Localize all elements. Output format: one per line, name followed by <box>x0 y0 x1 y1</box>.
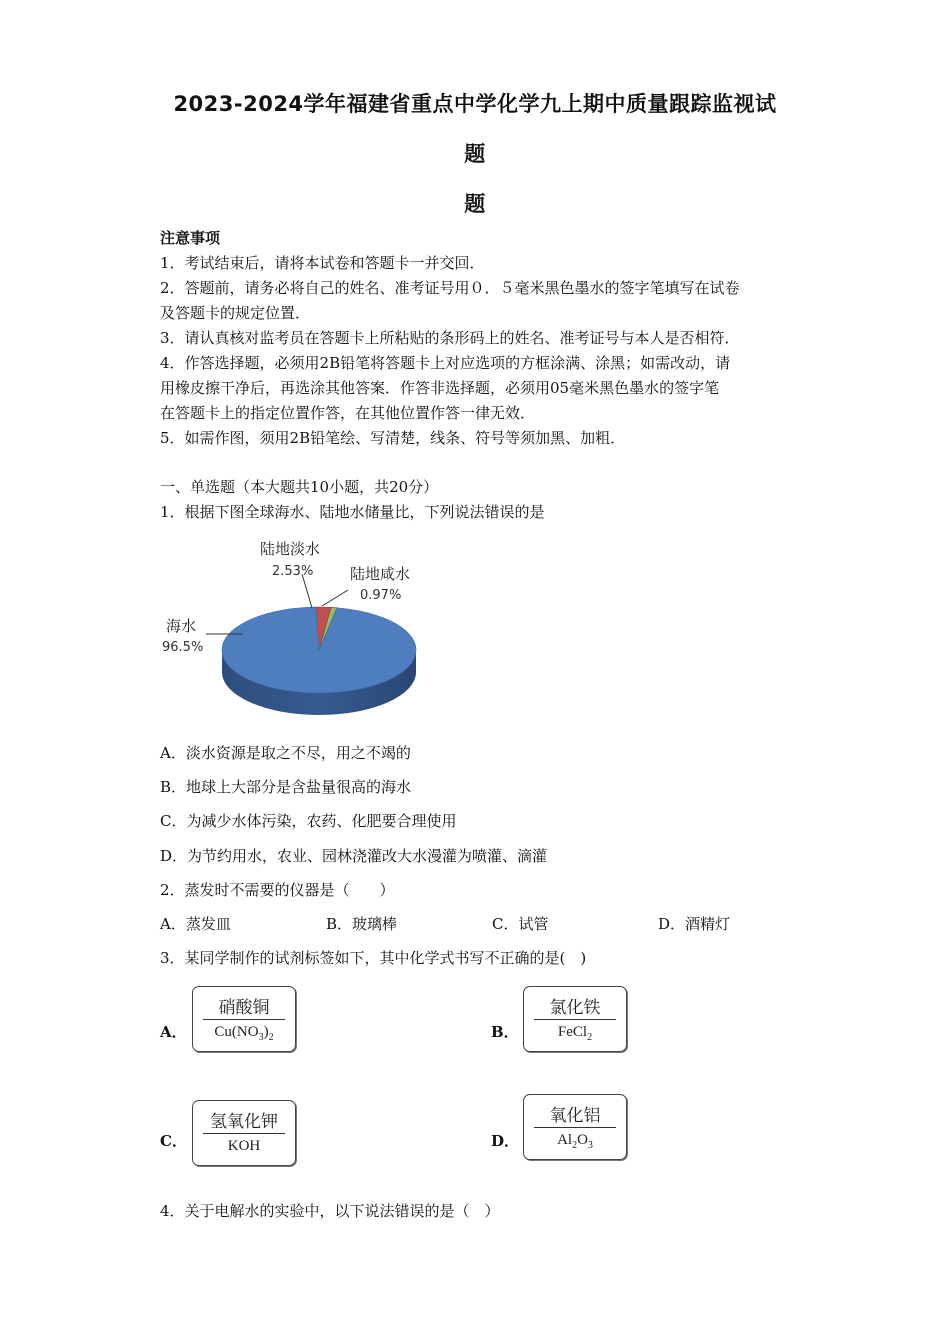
document-title: 2023-2024学年福建省重点中学化学九上期中质量跟踪监视试 <box>173 92 777 116</box>
reagent-name: 氧化铝 <box>549 1106 601 1126</box>
section-heading: 一、单选题（本大题共10小题，共20分） <box>160 478 439 496</box>
q3-option-b-letter: B． <box>491 1023 519 1041</box>
question-4-stem: 4．关于电解水的实验中，以下说法错误的是（ ） <box>160 1202 500 1220</box>
q1-option-a: A．淡水资源是取之不尽，用之不竭的 <box>160 744 411 762</box>
water-pie-chart <box>150 530 450 730</box>
notice-heading: 注意事项 <box>160 229 221 247</box>
reagent-name: 氢氧化钾 <box>210 1112 278 1132</box>
q3-option-d-letter: D． <box>491 1132 520 1150</box>
reagent-label-a <box>192 986 296 1052</box>
leader-line-salt <box>322 590 348 606</box>
pie-label-salt: 陆地咸水 <box>350 565 411 583</box>
notice-item: 4．作答选择题，必须用2B铅笔将答题卡上对应选项的方框涂满、涂黑；如需改动，请 <box>160 354 731 372</box>
q2-option-c: C．试管 <box>492 915 549 933</box>
reagent-label-c <box>192 1100 296 1166</box>
q2-option-d: D．酒精灯 <box>658 915 731 933</box>
label-divider <box>534 1127 616 1128</box>
pie-label-seawater: 海水 <box>166 617 197 635</box>
notice-item: 5．如需作图，须用2B铅笔绘、写清楚，线条、符号等须加黑、加粗． <box>160 429 626 447</box>
reagent-formula: $Cu(NO_3)_2$ <box>214 1024 274 1043</box>
pie-label-fresh: 陆地淡水 <box>260 540 321 558</box>
q3-option-a-letter: A． <box>160 1023 187 1041</box>
question-2-stem: 2．蒸发时不需要的仪器是（ ） <box>160 881 395 899</box>
q1-option-b: B．地球上大部分是含盐量很高的海水 <box>160 778 412 796</box>
question-3-stem: 3．某同学制作的试剂标签如下，其中化学式书写不正确的是( ) <box>160 949 587 967</box>
document-title-continued: 题 <box>464 142 486 166</box>
notice-item: 3．请认真核对监考员在答题卡上所粘贴的条形码上的姓名、准考证号与本人是否相符． <box>160 329 740 347</box>
reagent-formula: FeCl$_2$ <box>557 1024 593 1043</box>
reagent-formula: KOH <box>227 1138 261 1154</box>
pie-value-fresh: 2.53% <box>272 564 314 579</box>
reagent-name: 氯化铁 <box>549 998 601 1018</box>
notice-item: 用橡皮擦干净后，再选涂其他答案．作答非选择题，必须用05毫米黑色墨水的签字笔 <box>160 379 720 397</box>
q3-option-c-letter: C． <box>160 1132 187 1150</box>
leader-line-fresh <box>302 574 312 608</box>
q2-option-a: A．蒸发皿 <box>160 915 231 933</box>
notice-item: 1．考试结束后，请将本试卷和答题卡一并交回． <box>160 254 485 272</box>
notice-item: 在答题卡上的指定位置作答，在其他位置作答一律无效． <box>160 404 536 422</box>
reagent-name: 硝酸铜 <box>218 998 270 1018</box>
notice-item: 2．答题前，请务必将自己的姓名、准考证号用０．５毫米黑色墨水的签字笔填写在试卷 <box>160 279 740 297</box>
notice-item: 及答题卡的规定位置． <box>160 304 311 322</box>
q1-option-d: D．为节约用水，农业、园林浇灌改大水漫灌为喷灌、滴灌 <box>160 847 548 865</box>
q1-option-c: C．为减少水体污染，农药、化肥要合理使用 <box>160 812 457 830</box>
label-divider <box>534 1019 616 1020</box>
question-1-stem: 1．根据下图全球海水、陆地水储量比，下列说法错误的是 <box>160 503 545 521</box>
reagent-label-b <box>523 986 627 1052</box>
pie-value-salt: 0.97% <box>360 588 402 603</box>
pie-value-seawater: 96.5% <box>162 640 204 655</box>
document-title-repeat: 题 <box>464 192 486 216</box>
reagent-label-d <box>523 1094 627 1160</box>
q2-option-b: B．玻璃棒 <box>326 915 398 933</box>
reagent-formula: $Al_2O_3$ <box>557 1132 593 1151</box>
label-divider <box>203 1019 285 1020</box>
label-divider <box>203 1133 285 1134</box>
